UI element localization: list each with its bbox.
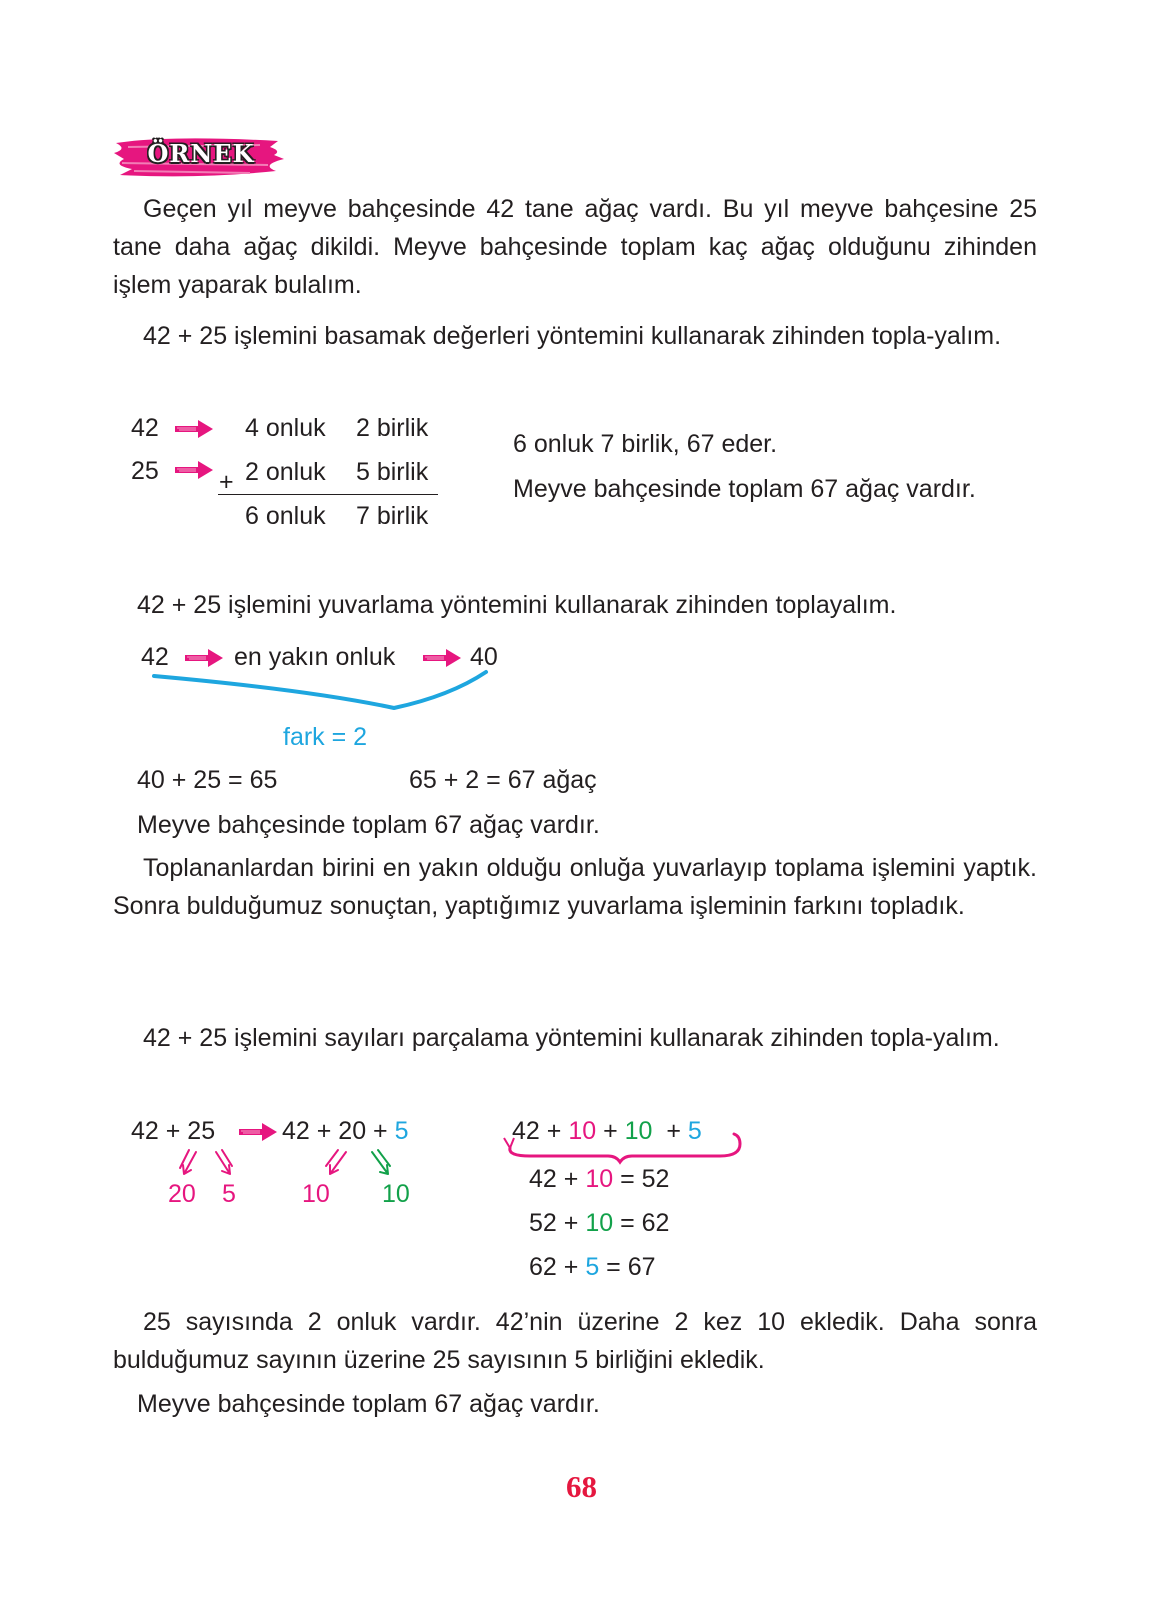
pv-result-ones: 7 birlik: [356, 502, 429, 530]
split-expression: 42 + 25: [131, 1117, 216, 1145]
difference-label: fark = 2: [283, 723, 368, 751]
pv-result-tens: 6 onluk: [245, 502, 326, 530]
split-part-ones: 5: [222, 1180, 236, 1208]
step-result: = 52: [613, 1165, 670, 1193]
step-addend: 10: [585, 1165, 614, 1193]
split-step-2: [529, 1204, 669, 1242]
arrow-icon: [238, 1121, 278, 1143]
pv-row1-tens: 4 onluk: [245, 414, 326, 442]
page-number: 68: [566, 1469, 597, 1504]
split-step-1: [529, 1160, 669, 1198]
arrow-icon: [174, 418, 214, 440]
pv-row1-ones: 2 birlik: [356, 414, 429, 442]
step-addend: 5: [585, 1253, 600, 1281]
example-badge: ÖRNEK: [147, 139, 255, 168]
rounding-from: 42: [141, 643, 169, 671]
arrow-icon: [422, 647, 462, 669]
step-result: = 67: [599, 1253, 656, 1281]
rounding-explanation-block: [113, 849, 1037, 925]
chain-part: +: [596, 1117, 625, 1145]
pv-row2-tens: 2 onluk: [245, 458, 326, 486]
split-part-ten-2: 10: [382, 1180, 410, 1208]
step-addend: 10: [585, 1209, 614, 1237]
rounding-heading: 42 + 25 işlemini yuvarlama yöntemini kullanarak zihinden toplayalım.: [137, 591, 897, 619]
split-arrows: [170, 1146, 410, 1182]
rounding-label: en yakın onluk: [234, 643, 396, 671]
splitting-heading: 42 + 25 işlemini sayıları parçalama yöntemini kullanarak zihinden topla-yalım.: [143, 1024, 1000, 1052]
splitting-conclusion: Meyve bahçesinde toplam 67 ağaç vardır.: [137, 1390, 600, 1418]
plus-sign: +: [219, 468, 234, 496]
step-result: = 62: [613, 1209, 670, 1237]
pv-number-1: 42: [131, 414, 159, 442]
intro-paragraph-2: 42 + 25 işlemini basamak değerleri yöntemini kullanarak zihinden topla-yalım.: [143, 322, 1002, 350]
split-part-tens: 20: [168, 1180, 196, 1208]
step-part: 42 +: [529, 1165, 586, 1193]
arrow-icon: [184, 647, 224, 669]
rounding-eq-1: 40 + 25 = 65: [137, 766, 278, 794]
chain-ten-1: 10: [568, 1117, 597, 1145]
sum-line: [218, 494, 438, 495]
splitting-heading-block: [113, 1019, 1037, 1057]
pv-note-1: 6 onluk 7 birlik, 67 eder.: [513, 430, 778, 458]
rounding-eq-2: 65 + 2 = 67 ağaç: [409, 766, 597, 794]
pv-note-2: Meyve bahçesinde toplam 67 ağaç vardır.: [513, 475, 976, 503]
step-part: 52 +: [529, 1209, 586, 1237]
pv-number-2: 25: [131, 457, 159, 485]
split-expression-2: [282, 1112, 409, 1150]
intro-paragraph-1: Geçen yıl meyve bahçesinde 42 tane ağaç vardı. Bu yıl meyve bahçesine 25 tane daha ağaç dikildi. Meyve bahçesinde toplam kaç ağaç olduğunu zihinden işlem yaparak bulalım.: [113, 195, 1037, 299]
splitting-explanation-block: [113, 1303, 1037, 1379]
rounding-explanation: Toplananlardan birini en yakın olduğu onluğa yuvarlayıp toplama işlemini yaptık. Sonra bulduğumuz sonuçtan, yaptığımız yuvarlama işleminin farkını topladık.: [113, 854, 1037, 920]
chain-part: +: [652, 1117, 688, 1145]
chain-ten-2: 10: [624, 1117, 653, 1145]
pv-row2-ones: 5 birlik: [356, 458, 429, 486]
rounding-conclusion: Meyve bahçesinde toplam 67 ağaç vardır.: [137, 811, 600, 839]
split-step-3: [529, 1248, 656, 1286]
splitting-explanation: 25 sayısında 2 onluk vardır. 42’nin üzerine 2 kez 10 ekledik. Daha sonra bulduğumuz sayının üzerine 25 sayısının 5 birliğini ekledik.: [113, 1308, 1037, 1374]
split-expr2-ones: 5: [394, 1117, 409, 1145]
step-part: 62 +: [529, 1253, 586, 1281]
rounding-to: 40: [470, 643, 498, 671]
arrow-icon: [174, 459, 214, 481]
difference-brace: [150, 668, 490, 714]
chain-brace: [500, 1126, 750, 1162]
split-expr2-part: 42 + 20 +: [282, 1117, 395, 1145]
chain-part: 42 +: [512, 1117, 569, 1145]
chain-ones: 5: [687, 1117, 702, 1145]
intro-text: [113, 190, 1037, 355]
split-part-ten-1: 10: [302, 1180, 330, 1208]
